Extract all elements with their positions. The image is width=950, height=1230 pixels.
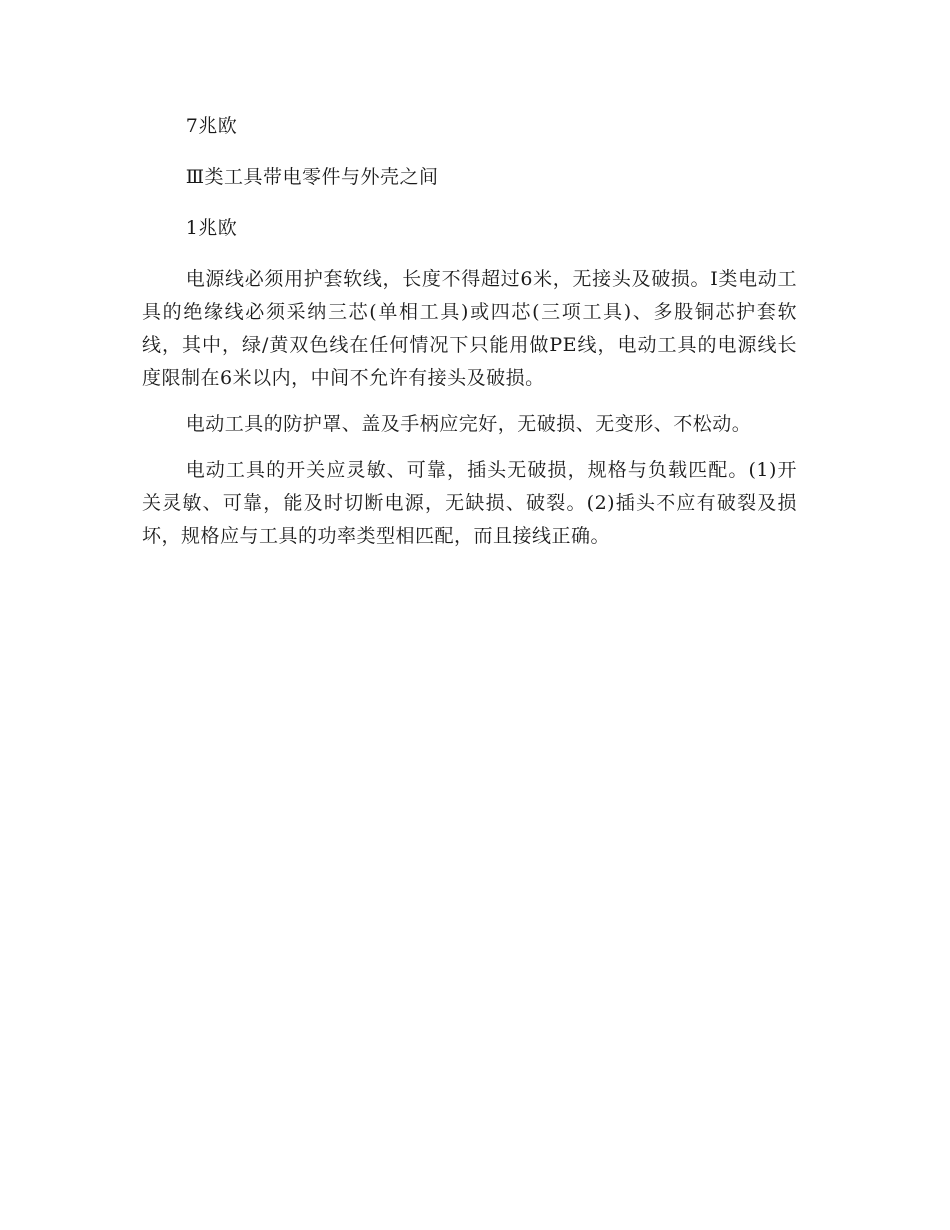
paragraph-protective-cover: 电动工具的防护罩、盖及手柄应完好，无破损、无变形、不松动。 xyxy=(185,413,752,435)
paragraph-resistance-value-1: 7兆欧 xyxy=(185,115,238,137)
paragraph-switch-plug: 电动工具的开关应灵敏、可靠，插头无破损，规格与负载匹配。(1)开关灵敏、可靠，能及时切断电源，无缺损、破裂。(2)插头不应有破裂及损坏，规格应与工具的功率类型相匹配，而且接线正确。 xyxy=(142,459,797,547)
document-body xyxy=(142,110,797,566)
paragraph-class-three-tool: Ⅲ类工具带电零件与外壳之间 xyxy=(185,166,439,188)
paragraph-resistance-value-2: 1兆欧 xyxy=(185,217,238,239)
paragraph-power-cord: 电源线必须用护套软线，长度不得超过6米，无接头及破损。Ⅰ类电动工具的绝缘线必须采纳三芯(单相工具)或四芯(三项工具)、多股铜芯护套软线，其中，绿/黄双色线在任何情况下只能用做PE线，电动工具的电源线长度限制在6米以内，中间不允许有接头及破损。 xyxy=(142,268,797,389)
